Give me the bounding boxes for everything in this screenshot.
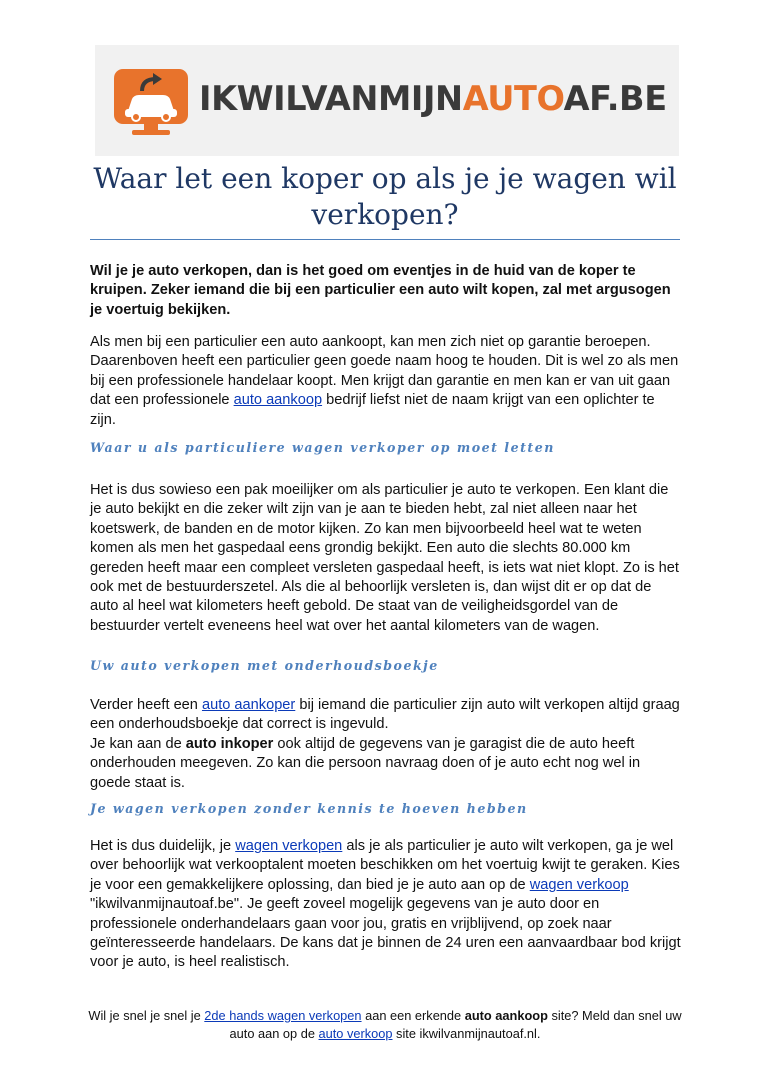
section-heading-zonder-kennis: Je wagen verkopen zonder kennis te hoeven hebben (90, 801, 528, 816)
paragraph-letten: Het is dus sowieso een pak moeilijker om als particulier je auto te verkopen. Een klant die je auto bekijkt en die zeker wilt zijn van je aan te bieden hebt, zal niet alleen naar het koetswerk, de banden en de motor kijken. Zo kan men bijvoorbeeld heel wat te weten komen als men het gaspedaal eens grondig bekijkt. Een auto die slechts 80.000 km gereden heeft maar een compleet versleten gaspedaal heeft, is iets wat niet klopt. Zo is het ook met de bestuurderszetel. Als die al behoorlijk versleten is, dan wijst dit er op dat de auto al heel wat kilometers heeft gebold. De staat van de veiligheidsgordel van de bestuurder vertelt eveneens heel wat over het aantal kilometers van de wagen. (90, 482, 679, 634)
logo-text-part: IKWILVANMIJN (199, 79, 463, 118)
paragraph-text: ook altijd de gegevens van je garagist die de auto heeft onderhouden meegeven. Zo kan die persoon navraag doen of je auto echt nog wel in goede staat is. (90, 735, 641, 791)
auto-aankoop-link[interactable]: auto aankoop (233, 392, 323, 409)
paragraph-text: als je als particulier je auto wilt verkopen, ga je wel over behoorlijk wat verkooptalent moeten beschikken om het voertuig kwijt te geraken. Kies je voor een gemakkelijkere oplossing, dan bied je je auto aan op de (90, 838, 680, 893)
paragraph-text: Het is dus duidelijk, je (90, 838, 236, 854)
footer-text: site? Meld dan snel uw auto aan op de (229, 1008, 682, 1041)
wagen-verkoop-link[interactable]: wagen verkoop (529, 876, 629, 893)
section-heading-particulier: Waar u als particuliere wagen verkoper op moet letten (90, 440, 555, 455)
paragraph-garantie (90, 333, 682, 430)
paragraph-zonder-kennis (90, 837, 682, 973)
footer-text: site ikwilvanmijnautoaf.nl. (392, 1026, 541, 1041)
paragraph-text: Verder heeft een (90, 697, 202, 713)
2de-hands-link[interactable]: 2de hands wagen verkopen (204, 1008, 362, 1023)
car-exchange-icon (112, 67, 192, 137)
page-title: Waar let een koper op als je je wagen wil verkopen? (93, 162, 677, 231)
logo-banner (95, 45, 679, 156)
title-divider (90, 239, 680, 240)
paragraph-text: bedrijf liefst niet de naam krijgt van een oplichter te zijn. (90, 392, 655, 428)
footer-text: Wil je snel je snel je (88, 1008, 205, 1023)
bold-term: auto inkoper (185, 735, 274, 752)
auto-verkoop-link[interactable]: auto verkoop (318, 1026, 393, 1041)
logo-text-part: AF.BE (563, 79, 667, 118)
paragraph-text: bij iemand die particulier zijn auto wilt verkopen altijd graag een onderhoudsboekje dat correct is ingevuld. (90, 697, 680, 733)
intro-paragraph: Wil je je auto verkopen, dan is het goed om eventjes in de huid van de koper te kruipen. Zeker iemand die bij een particulier een auto wilt kopen, zal met argusogen je voertuig bekijken. (90, 263, 671, 318)
footer-text: aan een erkende (361, 1008, 465, 1023)
section-heading-onderhoudsboekje: Uw auto verkopen met onderhoudsboekje (90, 658, 439, 673)
auto-aankoper-link[interactable]: auto aankoper (201, 697, 296, 713)
footer-bold-term: auto aankoop (464, 1008, 548, 1023)
paragraph-onderhoudsboekje (90, 696, 682, 793)
paragraph-text: Je kan aan de (90, 735, 186, 752)
paragraph-text: "ikwilvanmijnautoaf.be". Je geeft zoveel mogelijk gegevens van je auto door en professionele onderhandelaars gaan voor jou, gratis en vrijblijvend, op zoek naar geïnteresseerde handelaars. De kans dat je binnen de 24 uren een aanvaardbaar bod krijgt voor je auto, is heel realistisch. (90, 896, 681, 971)
footer-note (84, 1007, 686, 1043)
logo-text-accent: AUTO (462, 79, 564, 118)
logo-wordmark (199, 79, 667, 119)
paragraph-text: Als men bij een particulier een auto aankoopt, kan men zich niet op garantie beroepen. Daarenboven heeft een particulier geen goede naam hoog te houden. Dit is wel zo als men bij een professionele handelaar koopt. Men krijgt dan garantie en men kan er van uit gaan dat een professionele (90, 334, 679, 409)
wagen-verkopen-link[interactable]: wagen verkopen (235, 838, 343, 854)
